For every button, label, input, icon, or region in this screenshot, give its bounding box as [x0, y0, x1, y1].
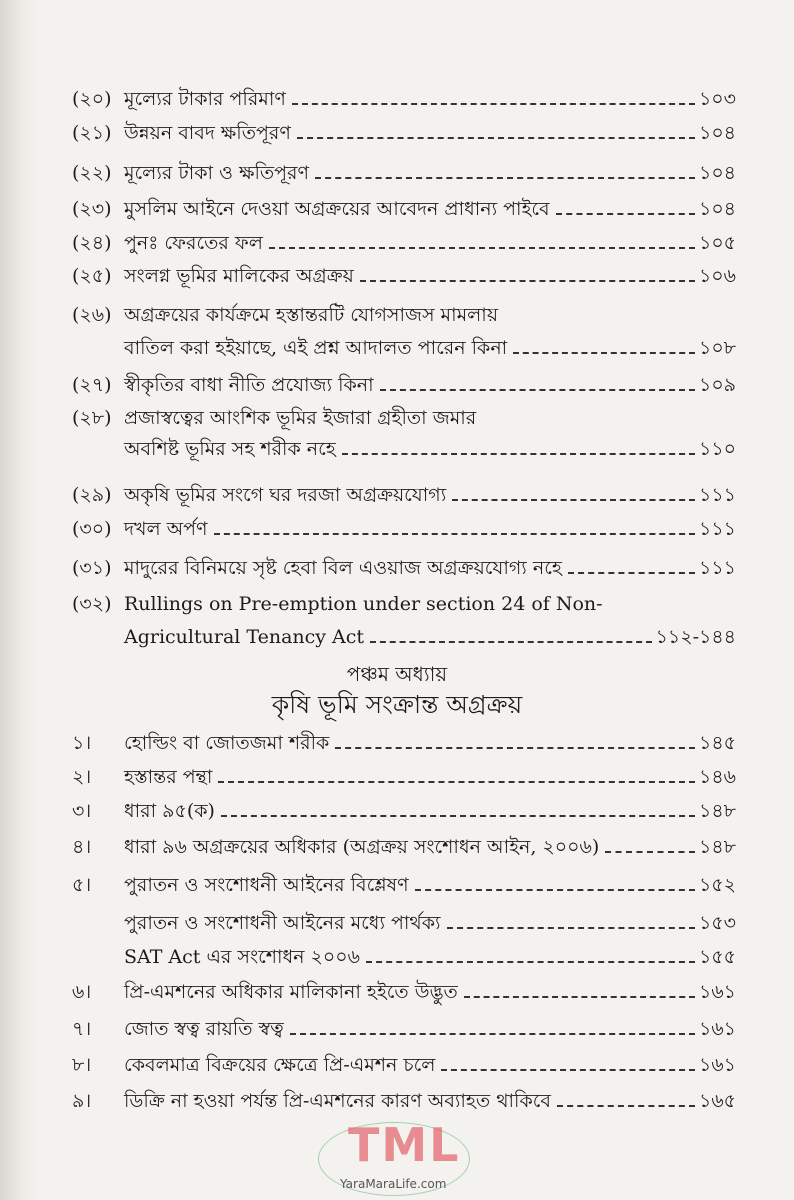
- entry-title: পুরাতন ও সংশোধনী আইনের বিশ্লেষণ: [124, 874, 409, 896]
- dot-leader: [214, 533, 696, 535]
- entry-page: ১৫২: [698, 874, 736, 896]
- entry-number: ৭।: [72, 1018, 92, 1040]
- entry-page: ১০৪: [698, 162, 736, 184]
- entry-page: ১৬১: [698, 981, 736, 1003]
- entry-number: ১।: [72, 732, 92, 754]
- entry-page: ১৬১: [698, 1018, 736, 1040]
- watermark-site: YaraMaraLife.com: [340, 1177, 447, 1191]
- entry-title-continued: বাতিল করা হইয়াছে, এই প্রশ্ন আদালত পারেন কিনা: [124, 337, 508, 359]
- toc-entry: [72, 510, 736, 542]
- entry-number: (২১): [72, 122, 112, 144]
- dot-leader: [513, 352, 695, 354]
- entry-number: (২৭): [72, 374, 112, 396]
- dot-leader: [342, 453, 695, 455]
- toc-entry: [72, 476, 736, 508]
- entry-title: মূল্যের টাকা ও ক্ষতিপূরণ: [124, 162, 309, 184]
- entry-page: ১০৩: [698, 88, 736, 110]
- toc-entry: [72, 938, 736, 970]
- chapter-title: কৃষি ভূমি সংক্রান্ত অগ্রক্রয়: [271, 690, 523, 719]
- dot-leader: [315, 177, 695, 179]
- toc-entry: [72, 973, 736, 1005]
- entry-number: (২৬): [72, 304, 112, 326]
- toc-entry: [72, 1082, 736, 1114]
- entry-title: মাদুরের বিনিময়ে সৃষ্ট হেবা বিল এওয়াজ অগ্রক্রয়যোগ্য নহে: [124, 557, 562, 579]
- dot-leader: [290, 1033, 695, 1035]
- toc-entry: [72, 1046, 736, 1078]
- dot-leader: [441, 1069, 695, 1071]
- entry-page: ১০৪: [698, 198, 736, 220]
- entry-page: ১০৬: [698, 265, 736, 287]
- entry-title: হোল্ডিং বা জোতজমা শরীক: [124, 732, 330, 754]
- entry-page: ১১১: [699, 484, 736, 506]
- entry-title: মুসলিম আইনে দেওয়া অগ্রক্রয়ের আবেদন প্রাধান্য পাইবে: [124, 198, 550, 220]
- entry-number: ৫।: [72, 874, 92, 896]
- toc-entry: [72, 828, 736, 860]
- toc-entry: [72, 80, 736, 112]
- entry-number: (২৪): [72, 232, 112, 254]
- dot-leader: [269, 247, 695, 249]
- toc-entry: [72, 792, 736, 824]
- entry-title: প্রি-এমশনের অধিকার মালিকানা হইতে উদ্ভুত: [124, 981, 458, 1003]
- dot-leader: [366, 961, 695, 963]
- entry-title: ধারা ৯৫(ক): [124, 800, 215, 822]
- entry-number: (২২): [72, 162, 112, 184]
- toc-entry: [72, 866, 736, 898]
- entry-page: ১৪৫: [699, 732, 736, 754]
- entry-number: (২৩): [72, 198, 112, 220]
- entry-title: উন্নয়ন বাবদ ক্ষতিপূরণ: [124, 122, 291, 144]
- entry-number: ২।: [72, 766, 92, 788]
- dot-leader: [218, 781, 695, 783]
- toc-entry-continuation: [124, 329, 736, 361]
- entry-page: ১০৮: [698, 337, 736, 359]
- entry-number: ৯।: [72, 1090, 92, 1112]
- dot-leader: [447, 927, 695, 929]
- toc-entry: [72, 1010, 736, 1042]
- toc-entry-continuation: [124, 430, 736, 462]
- dot-leader: [605, 851, 695, 853]
- chapter-label: পঞ্চম অধ্যায়: [346, 662, 448, 686]
- toc-entry: [72, 154, 736, 186]
- dot-leader: [380, 389, 695, 391]
- toc-entry: [72, 224, 736, 256]
- entry-title: অকৃষি ভূমির সংগে ঘর দরজা অগ্রক্রয়যোগ্য: [124, 484, 447, 506]
- entry-number: ৬।: [72, 981, 92, 1003]
- dot-leader: [370, 641, 652, 643]
- entry-title: ডিক্রি না হওয়া পর্যন্ত প্রি-এমশনের কারণ অব্যাহত থাকিবে: [124, 1090, 551, 1112]
- dot-leader: [568, 572, 695, 574]
- entry-title: কেবলমাত্র বিক্রয়ের ক্ষেত্রে প্রি-এমশন চলে: [124, 1054, 436, 1076]
- dot-leader: [292, 103, 695, 105]
- entry-title-continued: অবশিষ্ট ভূমির সহ শরীক নহে: [124, 438, 336, 460]
- toc-entry: [72, 549, 736, 581]
- entry-title: সংলগ্ন ভূমির মালিকের অগ্রক্রয়: [124, 265, 354, 287]
- toc-entry: [72, 296, 736, 328]
- entry-number: (২৫): [72, 265, 112, 287]
- entry-title: স্বীকৃতির বাধা নীতি প্রযোজ্য কিনা: [124, 374, 374, 396]
- entry-title: পুরাতন ও সংশোধনী আইনের মধ্যে পার্থক্য: [124, 912, 441, 934]
- entry-title: মূল্যের টাকার পরিমাণ: [124, 88, 286, 110]
- dot-leader: [360, 280, 695, 282]
- dot-leader: [556, 213, 695, 215]
- entry-number: ৪।: [72, 836, 92, 858]
- entry-number: (৩২): [72, 593, 112, 615]
- dot-leader: [557, 1105, 695, 1107]
- entry-number: (২০): [72, 88, 112, 110]
- entry-page: ১৪৮: [699, 836, 736, 858]
- entry-number: (২৮): [72, 407, 112, 429]
- entry-title: প্রজাস্বত্বের আংশিক ভূমির ইজারা গ্রহীতা জমার: [124, 407, 477, 429]
- entry-page: ১১১: [699, 557, 736, 579]
- entry-title: পুনঃ ফেরতের ফল: [124, 232, 263, 254]
- entry-number: (২৯): [72, 484, 112, 506]
- toc-entry: [72, 399, 736, 431]
- dot-leader: [335, 747, 695, 749]
- entry-number: ৮।: [72, 1054, 92, 1076]
- entry-page: ১০৫: [698, 232, 736, 254]
- entry-number: (৩০): [72, 518, 112, 540]
- dot-leader: [221, 815, 695, 817]
- entry-title: SAT Act এর সংশোধন ২০০৬: [124, 946, 360, 968]
- entry-page: ১৪৬: [698, 766, 736, 788]
- toc-entry: [72, 257, 736, 289]
- entry-number: (৩১): [72, 557, 112, 579]
- entry-page: ১১১: [699, 518, 736, 540]
- book-spine-shadow: [0, 0, 40, 1200]
- entry-title: ধারা ৯৬ অগ্রক্রয়ের অধিকার (অগ্রক্রয় সংশোধন আইন, ২০০৬): [124, 836, 600, 858]
- entry-title: দখল অর্পণ: [124, 518, 208, 540]
- entry-page: ১৫৩: [698, 912, 736, 934]
- entry-title: Rullings on Pre-emption under section 24 of Non-: [124, 593, 603, 615]
- toc-entry: [72, 366, 736, 398]
- entry-title: অগ্রক্রয়ের কার্যক্রমে হস্তান্তরটি যোগসাজস মামলায়: [124, 304, 499, 326]
- dot-leader: [464, 996, 695, 998]
- entry-title-continued: Agricultural Tenancy Act: [124, 626, 365, 648]
- entry-number: ৩।: [72, 800, 92, 822]
- toc-entry: [72, 114, 736, 146]
- toc-entry: [72, 724, 736, 756]
- entry-page: ১১০: [698, 438, 736, 460]
- dot-leader: [297, 137, 695, 139]
- toc-entry: [72, 758, 736, 790]
- entry-page: ১৪৮: [699, 800, 736, 822]
- entry-page: ১০৪: [698, 122, 736, 144]
- entry-page: ১৬৫: [698, 1090, 736, 1112]
- dot-leader: [452, 499, 695, 501]
- dot-leader: [415, 889, 695, 891]
- toc-entry: [72, 190, 736, 222]
- entry-page: ১১২-১৪৪: [655, 626, 736, 648]
- entry-title: জোত স্বত্ব রায়তি স্বত্ব: [124, 1018, 284, 1040]
- entry-page: ১৫৫: [699, 946, 736, 968]
- entry-page: ১৬১: [698, 1054, 736, 1076]
- toc-entry: [72, 904, 736, 936]
- toc-entry-continuation: [124, 618, 736, 650]
- entry-title: হস্তান্তর পন্থা: [124, 766, 213, 788]
- toc-entry: [72, 585, 736, 617]
- watermark-logo: TML: [348, 1118, 461, 1172]
- entry-page: ১০৯: [698, 374, 736, 396]
